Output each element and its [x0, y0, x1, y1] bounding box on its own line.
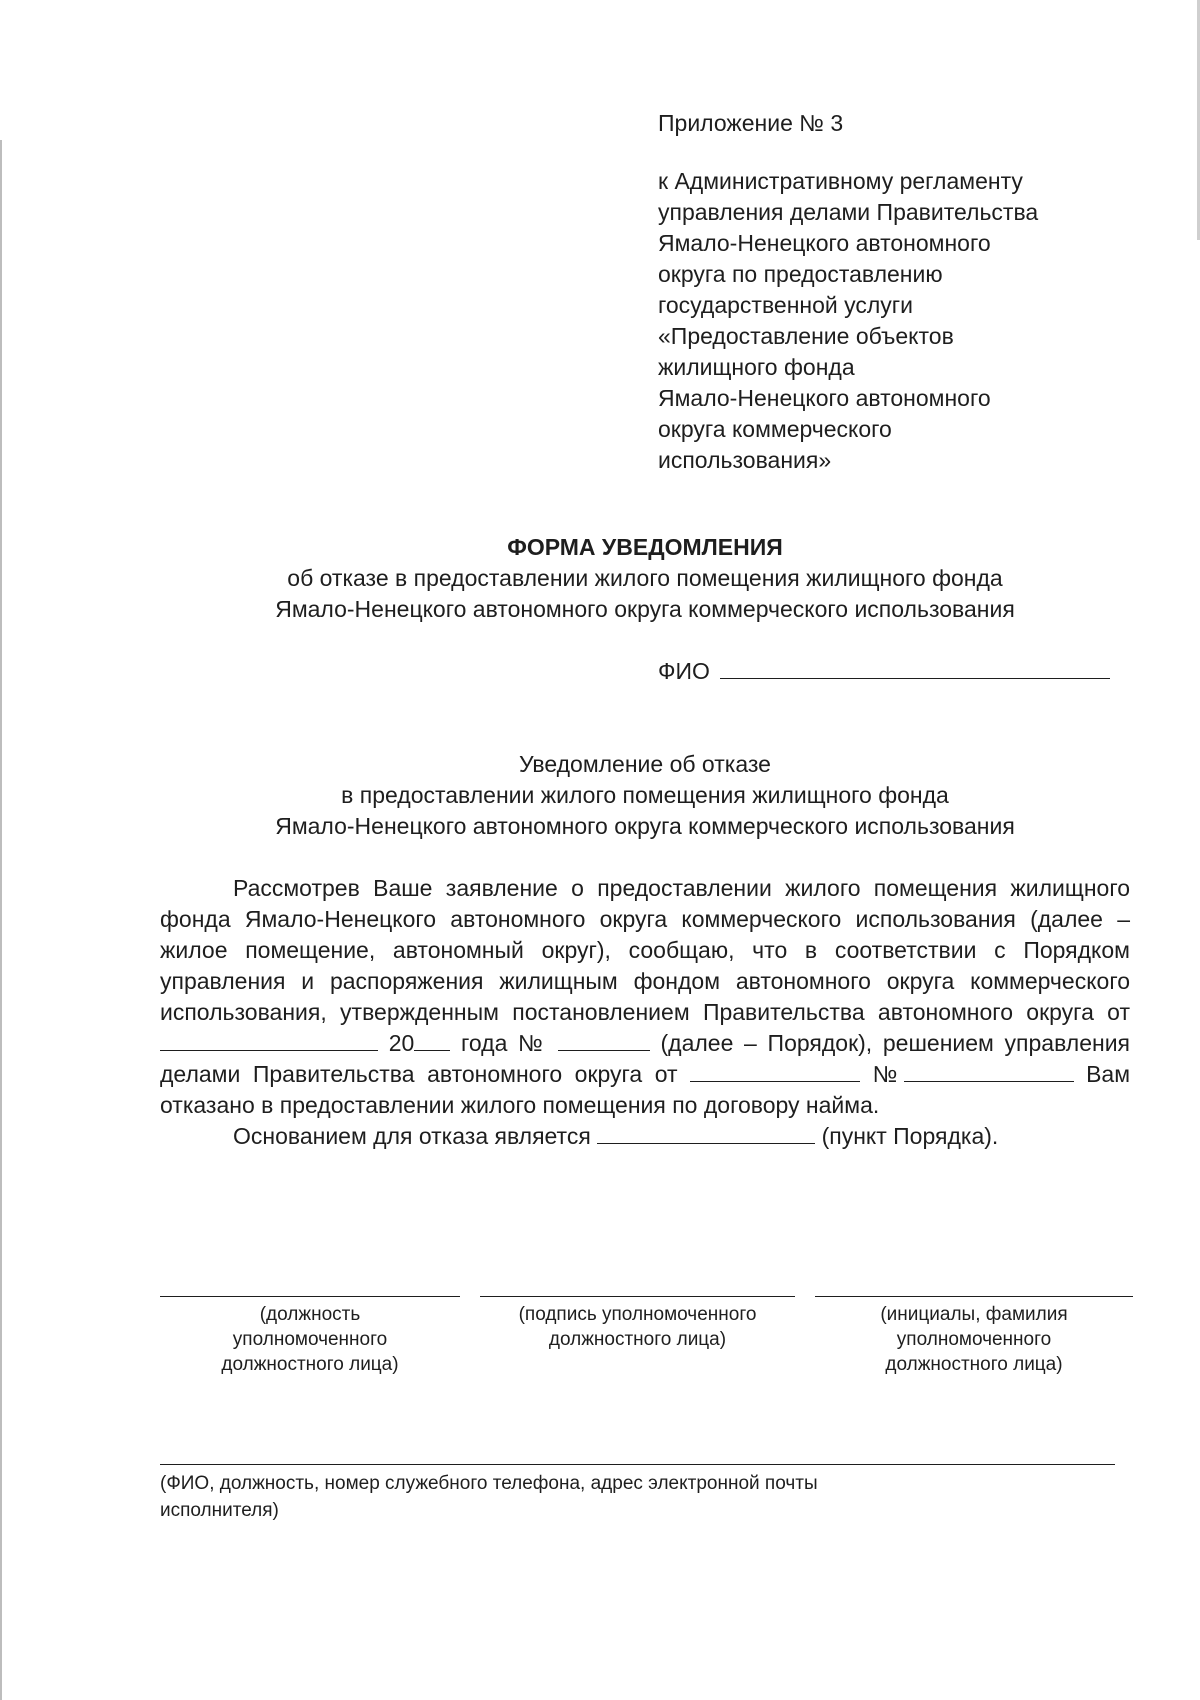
notice-title-line: Уведомление об отказе — [519, 751, 771, 777]
signature-line — [160, 1296, 460, 1297]
fio-blank-line — [720, 656, 1110, 679]
form-heading — [160, 532, 1130, 625]
signature-line — [480, 1296, 795, 1297]
notice-title-line: в предоставлении жилого помещения жилищного фонда — [341, 782, 949, 808]
appendix-line: управления делами Правительства — [658, 199, 1039, 225]
signature-caption: уполномоченного — [232, 1329, 388, 1350]
basis-suffix: (пункт Порядка). — [821, 1123, 999, 1149]
appendix-line: округа коммерческого — [658, 416, 892, 442]
form-subtitle-line: об отказе в предоставлении жилого помещения жилищного фонда — [287, 565, 1003, 591]
body-text-5: № — [872, 1061, 904, 1087]
signature-name — [815, 1296, 1133, 1377]
signature-caption: (должность — [259, 1304, 361, 1325]
appendix-line: «Предоставление объектов — [658, 323, 954, 349]
decision-number-blank — [904, 1061, 1074, 1082]
executor-caption-line: исполнителя) — [160, 1500, 279, 1521]
appendix-block — [658, 108, 1158, 476]
basis-blank — [597, 1123, 815, 1144]
form-subtitle-line: Ямало-Ненецкого автономного округа коммерческого использования — [275, 596, 1015, 622]
appendix-line: использования» — [658, 447, 832, 473]
signature-caption: должностного лица) — [548, 1329, 727, 1350]
form-title: ФОРМА УВЕДОМЛЕНИЯ — [507, 534, 783, 560]
body-text-6: Вам отказано в предоставлении жилого помещения по договору найма. — [160, 1061, 1131, 1118]
signature-caption: (подпись уполномоченного — [518, 1304, 757, 1325]
appendix-number: Приложение № 3 — [658, 110, 844, 136]
signature-position — [160, 1296, 460, 1377]
number-blank — [558, 1030, 650, 1051]
signature-caption: уполномоченного — [896, 1329, 1052, 1350]
fio-label: ФИО — [658, 658, 710, 684]
signature-caption: (инициалы, фамилия — [880, 1304, 1068, 1325]
signature-caption: должностного лица) — [885, 1354, 1063, 1375]
date-blank — [160, 1030, 378, 1051]
decision-date-blank — [690, 1061, 860, 1082]
executor-line — [160, 1464, 1115, 1465]
appendix-line: жилищного фонда — [658, 354, 855, 380]
notice-body — [160, 873, 1130, 1152]
appendix-line: государственной услуги — [658, 292, 914, 318]
executor-caption — [160, 1470, 1040, 1524]
appendix-line: округа по предоставлению — [658, 261, 943, 287]
signature-caption: должностного лица) — [221, 1354, 399, 1375]
body-text-4: (далее – Порядок), решением управления делами Правительства автономного округа от — [160, 1030, 1131, 1087]
basis-paragraph — [160, 1121, 1130, 1152]
body-text-3: года № — [461, 1030, 548, 1056]
appendix-line: к Административному регламенту — [658, 168, 1023, 194]
body-text-1: Рассмотрев Ваше заявление о предоставлении жилого помещения жилищного фонда Ямало-Ненецкого автономного округа коммерческого использования (далее – жилое помещение, автономный округ), сообщаю, что в соответствии с Порядком управления и распоряжения жилищным фондом автономного округа коммерческого использования, утвержденным постановлением Правительства автономного округа от — [160, 875, 1130, 1025]
executor-caption-line: (ФИО, должность, номер служебного телефона, адрес электронной почты — [160, 1473, 818, 1494]
signature-line — [815, 1296, 1133, 1297]
scan-edge-left — [0, 140, 2, 1700]
recipient-fio — [658, 656, 1110, 687]
year-prefix: 20 — [388, 1030, 415, 1056]
signature-sign — [480, 1296, 795, 1352]
appendix-line: Ямало-Ненецкого автономного — [658, 385, 991, 411]
notice-heading — [160, 749, 1130, 842]
notice-title-line: Ямало-Ненецкого автономного округа коммерческого использования — [275, 813, 1015, 839]
body-paragraph — [160, 873, 1130, 1121]
basis-prefix: Основанием для отказа является — [233, 1123, 591, 1149]
year-blank — [414, 1030, 450, 1051]
appendix-line: Ямало-Ненецкого автономного — [658, 230, 991, 256]
